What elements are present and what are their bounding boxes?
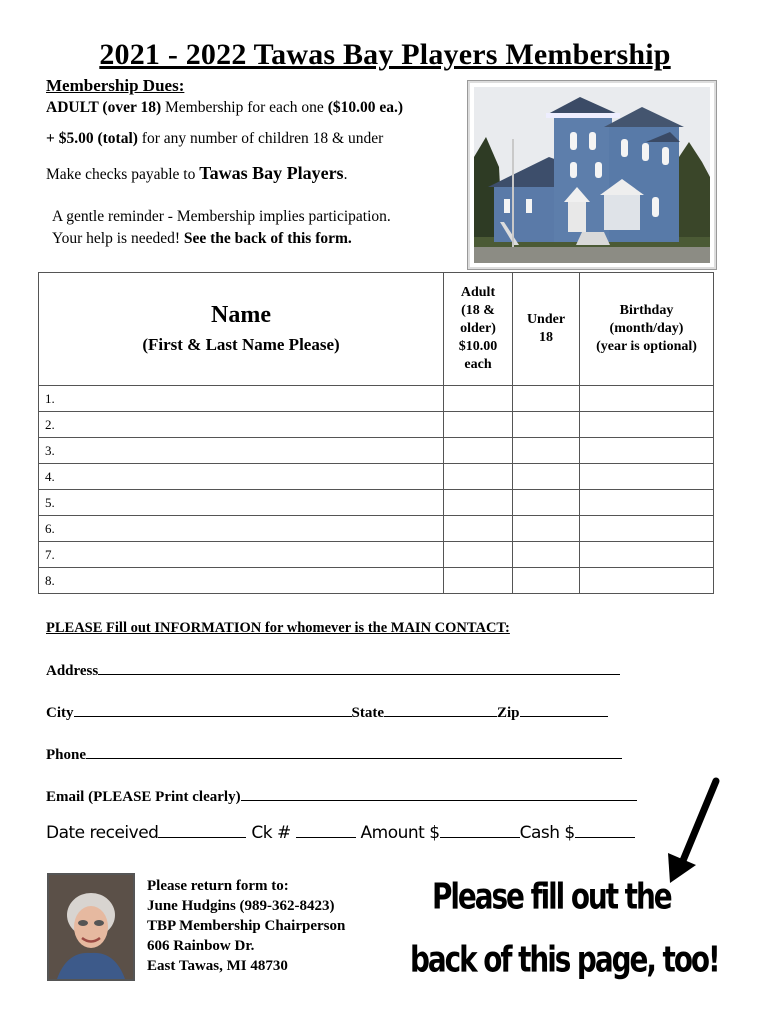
birthday-cell[interactable] bbox=[580, 490, 714, 516]
date-received-label: Date received bbox=[46, 823, 159, 843]
reminder-help: Your help is needed! bbox=[52, 230, 184, 247]
adult-cell[interactable] bbox=[444, 412, 513, 438]
birthday-cell[interactable] bbox=[580, 568, 714, 594]
return-contact-name: June Hudgins (989-362-8423) bbox=[147, 898, 335, 914]
birthday-cell[interactable] bbox=[580, 516, 714, 542]
adult-cell[interactable] bbox=[444, 542, 513, 568]
under-18-cell[interactable] bbox=[513, 490, 580, 516]
email-field[interactable] bbox=[46, 786, 637, 806]
row-number: 7. bbox=[39, 542, 444, 568]
name-header bbox=[39, 273, 444, 386]
under-18-cell[interactable] bbox=[513, 438, 580, 464]
city-line bbox=[74, 702, 352, 717]
child-text: for any number of children 18 & under bbox=[137, 130, 384, 147]
birthday-cell[interactable] bbox=[580, 412, 714, 438]
main-contact-heading: PLEASE Fill out INFORMATION for whomever is the MAIN CONTACT: bbox=[46, 620, 510, 636]
zip-line bbox=[520, 702, 608, 717]
office-use-line bbox=[46, 823, 635, 843]
ck-label: Ck # bbox=[251, 823, 296, 843]
amount-line bbox=[440, 823, 520, 838]
return-address bbox=[147, 876, 345, 976]
callout-line-2: back of this page, too! bbox=[410, 939, 719, 981]
adult-cell[interactable] bbox=[444, 386, 513, 412]
row-number: 3. bbox=[39, 438, 444, 464]
cash-label: Cash $ bbox=[519, 823, 575, 843]
table-row bbox=[39, 568, 714, 594]
membership-table bbox=[38, 272, 714, 594]
email-label: Email (PLEASE Print clearly) bbox=[46, 789, 241, 805]
page-title: 2021 - 2022 Tawas Bay Players Membership bbox=[99, 38, 671, 71]
birthday-cell[interactable] bbox=[580, 438, 714, 464]
adult-price: ($10.00 ea.) bbox=[327, 99, 404, 116]
table-row bbox=[39, 438, 714, 464]
table-row bbox=[39, 542, 714, 568]
under-18-cell[interactable] bbox=[513, 386, 580, 412]
row-number: 2. bbox=[39, 412, 444, 438]
city-state-zip-field[interactable] bbox=[46, 702, 608, 722]
address-label: Address bbox=[46, 663, 99, 679]
dues-heading: Membership Dues: bbox=[46, 76, 185, 95]
reminder-line-1: A gentle reminder - Membership implies participation. bbox=[52, 208, 391, 225]
adult-text: Membership for each one bbox=[161, 99, 328, 116]
reminder-see-back: See the back of this form. bbox=[183, 230, 352, 247]
date-line bbox=[158, 823, 246, 838]
reminder-line-2 bbox=[52, 230, 352, 248]
state-line bbox=[384, 702, 497, 717]
under-18-cell[interactable] bbox=[513, 412, 580, 438]
row-number: 8. bbox=[39, 568, 444, 594]
birthday-cell[interactable] bbox=[580, 386, 714, 412]
ck-line bbox=[296, 823, 356, 838]
adult-label: ADULT (over 18) bbox=[46, 99, 162, 116]
phone-line bbox=[86, 744, 622, 759]
birthday-header: Birthday (month/day) (year is optional) bbox=[580, 273, 714, 386]
adult-cell[interactable] bbox=[444, 490, 513, 516]
return-city: East Tawas, MI 48730 bbox=[147, 958, 288, 974]
adult-header: Adult (18 & older) $10.00 each bbox=[444, 273, 513, 386]
checks-end: . bbox=[343, 166, 348, 183]
child-price: + $5.00 (total) bbox=[46, 130, 138, 147]
child-dues-line bbox=[46, 130, 383, 148]
address-line bbox=[98, 660, 620, 675]
row-number: 1. bbox=[39, 386, 444, 412]
theater-photo bbox=[467, 80, 717, 270]
arrow-down-left-icon bbox=[660, 775, 724, 887]
checks-line bbox=[46, 163, 347, 184]
zip-label: Zip bbox=[497, 705, 520, 721]
adult-cell[interactable] bbox=[444, 464, 513, 490]
under-18-cell[interactable] bbox=[513, 464, 580, 490]
theater-building-image bbox=[474, 87, 710, 263]
phone-field[interactable] bbox=[46, 744, 622, 764]
name-header-sub: (First & Last Name Please) bbox=[142, 334, 340, 354]
return-heading: Please return form to: bbox=[147, 878, 289, 894]
birthday-cell[interactable] bbox=[580, 542, 714, 568]
adult-cell[interactable] bbox=[444, 568, 513, 594]
address-field[interactable] bbox=[46, 660, 620, 680]
amount-label: Amount $ bbox=[355, 823, 440, 843]
city-label: City bbox=[46, 705, 74, 721]
checks-payee: Tawas Bay Players bbox=[199, 163, 344, 183]
table-row bbox=[39, 412, 714, 438]
under-18-cell[interactable] bbox=[513, 516, 580, 542]
portrait-image bbox=[49, 875, 133, 979]
name-header-label: Name bbox=[211, 301, 271, 328]
cash-line bbox=[575, 823, 635, 838]
adult-cell[interactable] bbox=[444, 516, 513, 542]
table-row bbox=[39, 490, 714, 516]
adult-cell[interactable] bbox=[444, 438, 513, 464]
row-number: 6. bbox=[39, 516, 444, 542]
under-18-cell[interactable] bbox=[513, 542, 580, 568]
return-street: 606 Rainbow Dr. bbox=[147, 938, 255, 954]
email-line bbox=[241, 786, 637, 801]
under-18-header: Under 18 bbox=[513, 273, 580, 386]
table-row bbox=[39, 516, 714, 542]
adult-dues-line bbox=[46, 99, 403, 117]
birthday-cell[interactable] bbox=[580, 464, 714, 490]
callout-line-1: Please fill out the bbox=[432, 876, 671, 918]
phone-label: Phone bbox=[46, 747, 87, 763]
table-row bbox=[39, 464, 714, 490]
chairperson-photo bbox=[47, 873, 135, 981]
table-row bbox=[39, 386, 714, 412]
checks-text: Make checks payable to bbox=[46, 166, 200, 183]
under-18-cell[interactable] bbox=[513, 568, 580, 594]
row-number: 5. bbox=[39, 490, 444, 516]
state-label: State bbox=[351, 705, 384, 721]
row-number: 4. bbox=[39, 464, 444, 490]
return-title: TBP Membership Chairperson bbox=[147, 918, 346, 934]
